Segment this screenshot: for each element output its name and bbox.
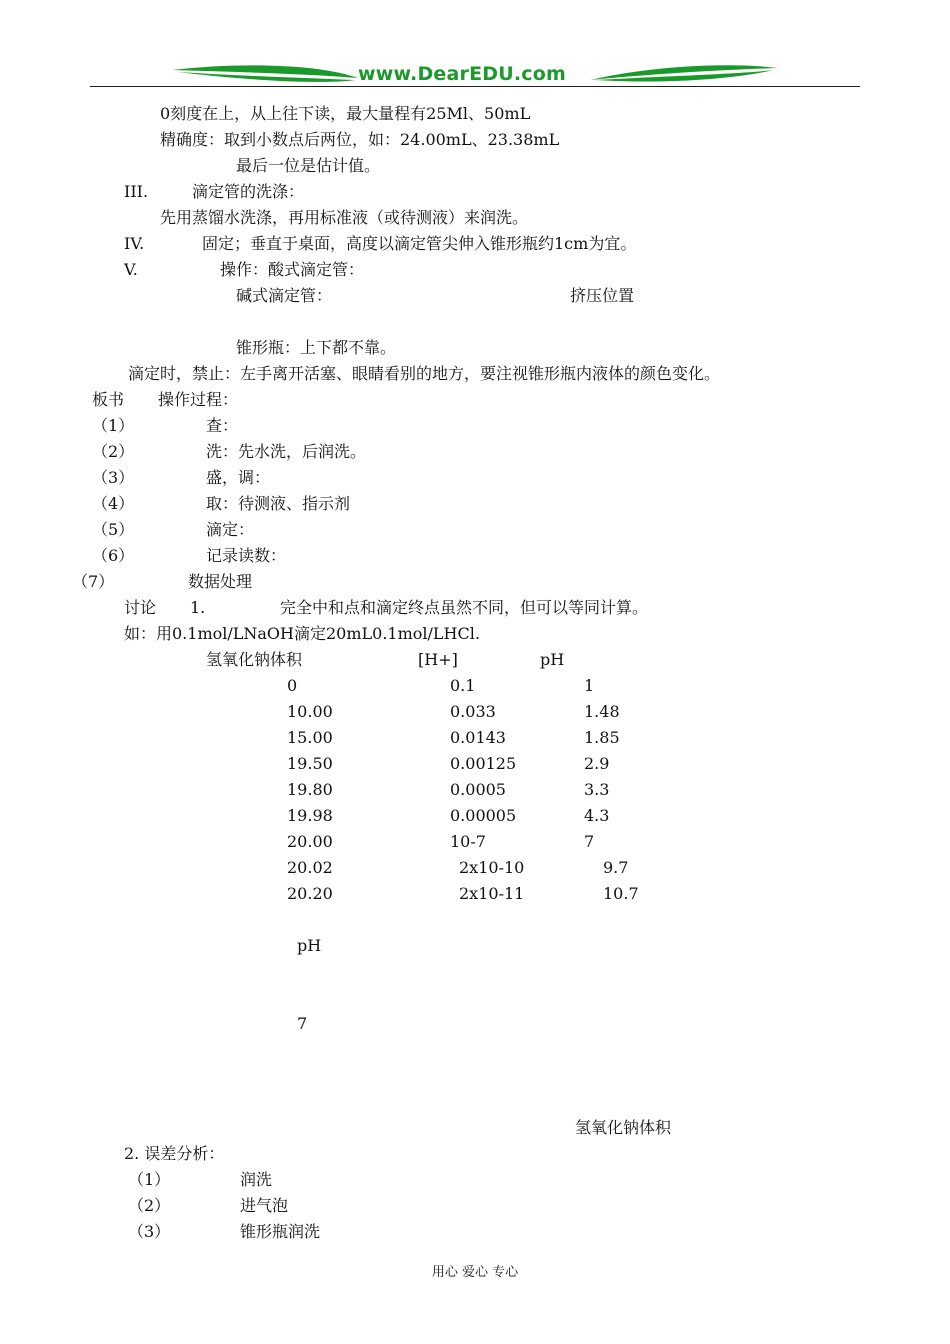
graph-x-label: 氢氧化钠体积 xyxy=(575,1118,672,1137)
table-cell: 3.3 xyxy=(584,780,610,799)
error-number: （1） xyxy=(128,1170,171,1189)
step-number: （3） xyxy=(92,468,135,487)
table-cell: 0.0143 xyxy=(450,728,506,747)
discussion-label: 讨论 xyxy=(124,598,157,617)
text-line: 锥形瓶：上下都不靠。 xyxy=(236,338,397,357)
section-heading: 2. 误差分析： xyxy=(124,1144,225,1163)
table-cell: 10.00 xyxy=(287,702,333,721)
table-cell: 10-7 xyxy=(450,832,486,851)
table-header: [H+] xyxy=(418,650,458,669)
step-text: 取：待测液、指示剂 xyxy=(206,494,351,513)
table-header: pH xyxy=(540,650,565,669)
text-line: 固定；垂直于桌面，高度以滴定管尖伸入锥形瓶约1cm为宜。 xyxy=(202,234,637,253)
text-line: 操作：酸式滴定管： xyxy=(220,260,365,279)
table-cell: 0.0005 xyxy=(450,780,506,799)
table-cell: 2x10-10 xyxy=(459,858,525,877)
step-text: 记录读数： xyxy=(206,546,287,565)
text-line: 完全中和点和滴定终点虽然不同，但可以等同计算。 xyxy=(280,598,649,617)
text-line: 先用蒸馏水洗涤，再用标准液（或待测液）来润洗。 xyxy=(160,208,529,227)
list-number: V. xyxy=(124,260,138,279)
text-line: 如：用0.1mol/LNaOH滴定20mL0.1mol/LHCl. xyxy=(124,624,480,643)
table-cell: 7 xyxy=(584,832,595,851)
table-cell: 15.00 xyxy=(287,728,333,747)
step-number: （6） xyxy=(92,546,135,565)
step-number: （4） xyxy=(92,494,135,513)
page-footer: 用心 爱心 专心 xyxy=(431,1265,519,1280)
table-cell: 9.7 xyxy=(603,858,629,877)
table-cell: 1.48 xyxy=(584,702,620,721)
step-text: 查： xyxy=(206,416,239,435)
header-divider xyxy=(90,86,860,87)
list-number: IV. xyxy=(124,234,145,253)
table-cell: 0.033 xyxy=(450,702,496,721)
table-cell: 20.02 xyxy=(287,858,333,877)
table-cell: 19.80 xyxy=(287,780,333,799)
text-line: 板书 xyxy=(92,390,125,409)
text-line: 精确度：取到小数点后两位，如：24.00mL、23.38mL xyxy=(160,130,560,149)
table-cell: 20.20 xyxy=(287,884,333,903)
table-cell: 0 xyxy=(287,676,298,695)
table-header: 氢氧化钠体积 xyxy=(206,650,303,669)
table-cell: 0.1 xyxy=(450,676,476,695)
step-text: 盛，调： xyxy=(206,468,271,487)
list-number: 1. xyxy=(190,598,206,617)
step-number: （2） xyxy=(92,442,135,461)
step-number: （5） xyxy=(92,520,135,539)
text-line: 滴定时，禁止：左手离开活塞、眼睛看别的地方，要注视锥形瓶内液体的颜色变化。 xyxy=(128,364,721,383)
step-text: 洗：先水洗，后润洗。 xyxy=(206,442,367,461)
error-number: （2） xyxy=(128,1196,171,1215)
graph-y-label: pH xyxy=(297,936,322,955)
step-number: （1） xyxy=(92,416,135,435)
table-cell: 0.00125 xyxy=(450,754,517,773)
table-cell: 19.98 xyxy=(287,806,333,825)
table-cell: 19.50 xyxy=(287,754,333,773)
table-cell: 2x10-11 xyxy=(459,884,525,903)
text-line: 操作过程： xyxy=(158,390,239,409)
table-cell: 20.00 xyxy=(287,832,333,851)
table-cell: 1 xyxy=(584,676,595,695)
text-line: 0刻度在上，从上往下读，最大量程有25Ml、50mL xyxy=(160,104,531,123)
list-number: III. xyxy=(124,182,149,201)
text-line: 碱式滴定管： xyxy=(236,286,333,305)
site-logo[interactable]: www.DearEDU.com xyxy=(358,63,567,85)
error-text: 润洗 xyxy=(240,1170,273,1189)
table-cell: 0.00005 xyxy=(450,806,517,825)
table-cell: 1.85 xyxy=(584,728,620,747)
error-number: （3） xyxy=(128,1222,171,1241)
step-text: 滴定： xyxy=(206,520,255,539)
error-text: 锥形瓶润洗 xyxy=(240,1222,321,1241)
section-heading: 滴定管的洗涤： xyxy=(192,182,305,201)
error-text: 进气泡 xyxy=(240,1196,289,1215)
table-cell: 4.3 xyxy=(584,806,610,825)
text-line: 最后一位是估计值。 xyxy=(236,156,381,175)
table-cell: 10.7 xyxy=(603,884,639,903)
table-cell: 2.9 xyxy=(584,754,610,773)
graph-y-tick: 7 xyxy=(297,1014,308,1033)
text-line: 挤压位置 xyxy=(570,286,635,305)
step-number: （7） xyxy=(72,572,115,591)
step-text: 数据处理 xyxy=(188,572,253,591)
